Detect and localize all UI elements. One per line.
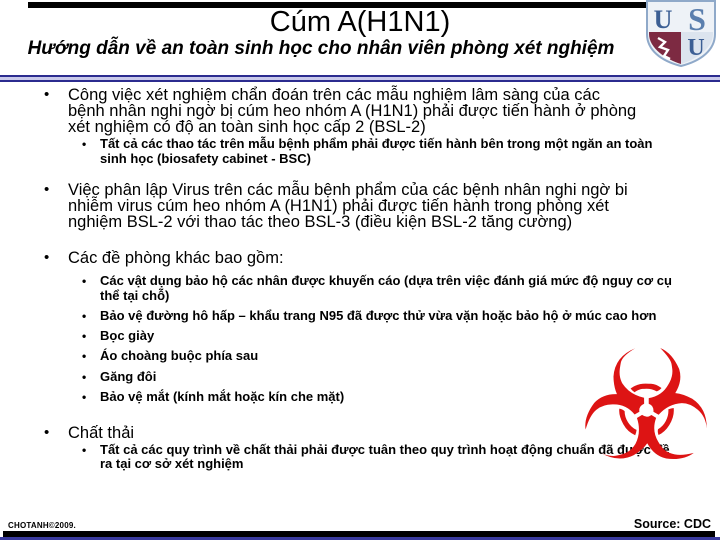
- bullet-text: Việc phân lập Virus trên các mẫu bệnh phẩm của các bệnh nhân nghi ngờ bi nhiễm virus cúm heo nhóm A (H1N1) phải được tiến hành trong phòng xét nghiệm BSL-2 với thao tác theo BSL-3 (điều kiện BSL-2 tăng cường): [68, 181, 628, 231]
- bullet-text: Các vật dụng bảo hộ các nhân được khuyến cáo (dựa trên việc đánh giá mức độ nguy cơ cụ thể tại chỗ): [100, 273, 672, 303]
- bullet-icon: •: [82, 328, 87, 343]
- logo-letter-s: S: [688, 1, 706, 37]
- bullet-text: Bảo vệ đường hô hấp – khẩu trang N95 đã được thử vừa vặn hoặc bảo hộ ở múc cao hơn: [100, 308, 657, 323]
- header-accent-line: [0, 75, 720, 82]
- bullet-item-1: [0, 87, 638, 135]
- bullet-item-3b: [0, 309, 678, 324]
- usu-shield-icon: [644, 0, 718, 67]
- bullet-text: Tất cả các quy trình về chất thải phải được tuân theo quy trình hoạt động chuẩn đã được đề ra tại cơ sở xét nghiệm: [100, 441, 670, 471]
- logo-letter-u-top: U: [653, 5, 673, 34]
- bullet-text: Chất thải: [68, 423, 135, 442]
- bullet-text: Các đề phòng khác bao gồm:: [68, 249, 284, 267]
- credit-text: CHOTANH©2009.: [8, 521, 76, 530]
- slide-title: Cúm A(H1N1): [269, 6, 451, 38]
- slide-subtitle: Hướng dẫn về an toàn sinh học cho nhân viên phòng xét nghiệm: [27, 38, 615, 59]
- bullet-text: Công việc xét nghiệm chẩn đoán trên các mẫu nghiệm lâm sàng của các bệnh nhân nghi ngờ bị cúm heo nhóm A (H1N1) phải được tiến hành ở phòng xét nghiệm có độ an toàn sinh học cấp 2 (BSL-2): [68, 86, 637, 136]
- bullet-icon: •: [44, 249, 50, 266]
- bullet-item-3: [0, 250, 638, 266]
- bullet-icon: •: [82, 369, 87, 384]
- bullet-icon: •: [44, 423, 50, 441]
- bullet-item-1a: [0, 137, 678, 166]
- source-text: Source: CDC: [633, 517, 711, 531]
- bullet-icon: •: [82, 442, 87, 457]
- bullet-icon: •: [82, 390, 87, 404]
- bullet-item-2: [0, 182, 638, 230]
- bullet-text: Tất cả các thao tác trên mẫu bệnh phẩm phải được tiến hành bên trong một ngăn an toàn sinh học (biosafety cabinet - BSC): [100, 136, 653, 166]
- bullet-item-4: [0, 425, 638, 441]
- bullet-icon: •: [82, 349, 87, 363]
- bullet-item-3a: [0, 274, 678, 303]
- bullet-icon: •: [82, 274, 87, 288]
- bullet-icon: •: [82, 309, 87, 323]
- usu-shield-logo: [644, 0, 718, 67]
- bullet-text: Găng đôi: [100, 368, 157, 384]
- bullet-icon: •: [44, 86, 50, 103]
- bullet-icon: •: [44, 181, 50, 198]
- bullet-text: Bảo vệ mắt (kính mắt hoặc kín che mặt): [100, 389, 345, 404]
- biohazard-icon: ☣: [577, 318, 715, 495]
- bullet-text: Áo choàng buộc phía sau: [100, 348, 259, 363]
- bullet-text: Bọc giày: [100, 327, 155, 343]
- logo-letter-u-bottom: U: [687, 35, 705, 61]
- bullet-icon: •: [82, 137, 87, 151]
